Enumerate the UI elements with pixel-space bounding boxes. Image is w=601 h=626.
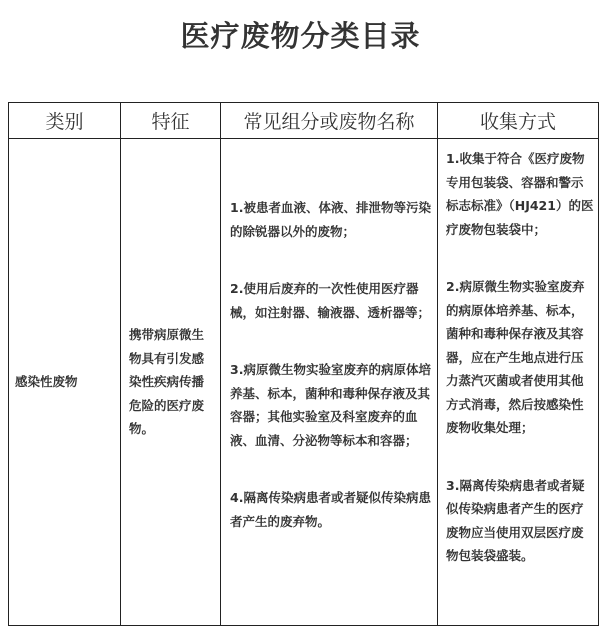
table-row [9,139,599,626]
component-item: 2.使用后废弃的一次性使用医疗器械，如注射器、输液器、透析器等； [230,281,431,320]
components-cell [221,139,438,626]
header-components: 常见组分或废物名称 [221,103,438,139]
category-cell: 感染性废物 [9,139,121,626]
component-item: 3.病原微生物实验室废弃的病原体培养基、标本，菌种和毒种保存液及其容器；其他实验室及科室废弃的血液、血清、分泌物等标本和容器； [230,362,431,448]
header-collection: 收集方式 [438,103,599,139]
collection-cell [438,139,599,626]
collection-item: 2.病原微生物实验室废弃的病原体培养基、标本，菌种和毒种保存液及其容器，应在产生地点进行压力蒸汽灭菌或者使用其他方式消毒，然后按感染性废物收集处理； [446,279,585,435]
header-category: 类别 [9,103,121,139]
component-item: 4.隔离传染病患者或者疑似传染病患者产生的废弃物。 [230,490,431,529]
feature-cell: 携带病原微生物具有引发感染性疾病传播危险的医疗废物。 [121,139,221,626]
waste-classification-table [8,102,599,626]
table-header-row [9,103,599,139]
header-feature: 特征 [121,103,221,139]
collection-item: 1.收集于符合《医疗废物专用包装袋、容器和警示标志标准》（HJ421）的医疗废物包装袋中； [446,151,594,237]
collection-item: 3.隔离传染病患者或者疑似传染病患者产生的医疗废物应当使用双层医疗废物包装袋盛装。 [446,477,585,563]
page-title: 医疗废物分类目录 [180,19,421,53]
component-item: 1.被患者血液、体液、排泄物等污染的除锐器以外的废物； [230,200,431,239]
